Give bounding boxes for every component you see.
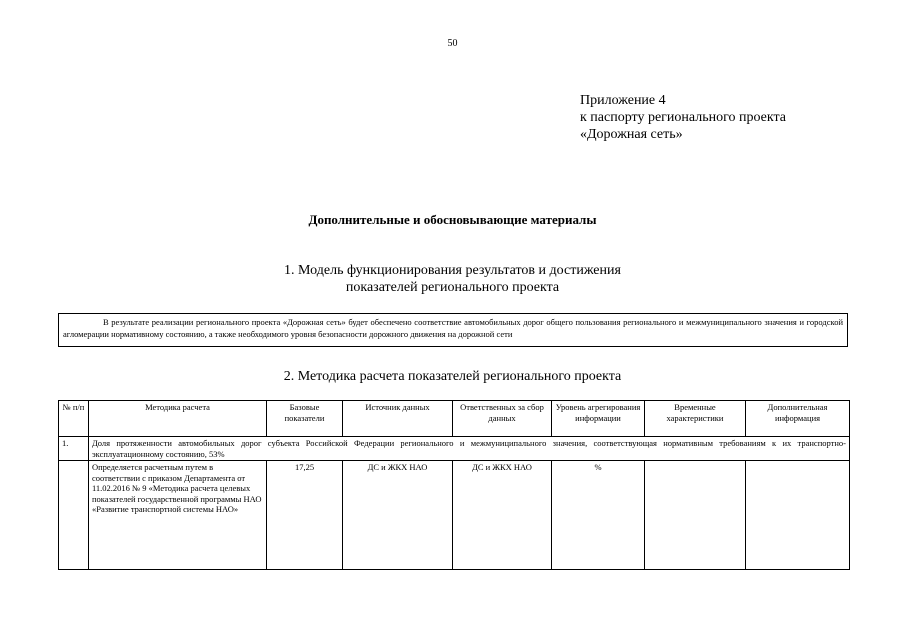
row-method: Определяется расчетным путем в соответствии с приказом Департамента от 11.02.2016 № 9 «Методика расчета целевых показателей государственной программы НАО «Развитие транспортной системы НАО» xyxy=(89,461,267,570)
section-1-title-line-1: 1. Модель функционирования результатов и достижения xyxy=(284,263,621,278)
section-1-title xyxy=(0,262,905,296)
header-time: Временные характеристики xyxy=(645,401,746,437)
header-number: № п/п xyxy=(59,401,89,437)
row-time xyxy=(645,461,746,570)
section-1-title-line-2: показателей регионального проекта xyxy=(345,280,560,295)
header-source: Источник данных xyxy=(343,401,453,437)
appendix-line-3: «Дорожная сеть» xyxy=(580,127,683,142)
table-header-row xyxy=(59,401,850,437)
header-aggregation: Уровень агрегирования информации xyxy=(552,401,645,437)
methods-table xyxy=(58,400,850,570)
header-responsible: Ответственных за сбор данных xyxy=(453,401,552,437)
row-additional xyxy=(746,461,850,570)
page-number: 50 xyxy=(447,38,458,49)
document-title: Дополнительные и обосновывающие материалы xyxy=(308,212,597,227)
indicator-name: Доля протяженности автомобильных дорог субъекта Российской Федерации регионального и межмуниципального значения, соответствующая нормативным требованиям к их транспортно-эксплуатационному состоянию, 53% xyxy=(89,437,850,461)
indicator-row xyxy=(59,437,850,461)
appendix-line-1: Приложение 4 xyxy=(580,93,666,108)
header-base: Базовые показатели xyxy=(267,401,343,437)
model-description-box: В результате реализации регионального проекта «Дорожная сеть» будет обеспечено соответствие автомобильных дорог общего пользования регионального и межмуниципального значения и городской агломерации нормативному состоянию, а также необходимого уровня безопасности дорожного движения на дорожной сети xyxy=(58,313,848,347)
section-2-title: 2. Методика расчета показателей регионального проекта xyxy=(283,369,622,384)
row-aggregation: % xyxy=(552,461,645,570)
row-responsible: ДС и ЖКХ НАО xyxy=(453,461,552,570)
row-number xyxy=(59,461,89,570)
row-base: 17,25 xyxy=(267,461,343,570)
indicator-number: 1. xyxy=(59,437,89,461)
appendix-line-2: к паспорту регионального проекта xyxy=(580,110,786,125)
row-source: ДС и ЖКХ НАО xyxy=(343,461,453,570)
appendix-heading xyxy=(580,92,786,143)
header-additional: Дополнительная информация xyxy=(746,401,850,437)
table-row xyxy=(59,461,850,570)
header-method: Методика расчета xyxy=(89,401,267,437)
